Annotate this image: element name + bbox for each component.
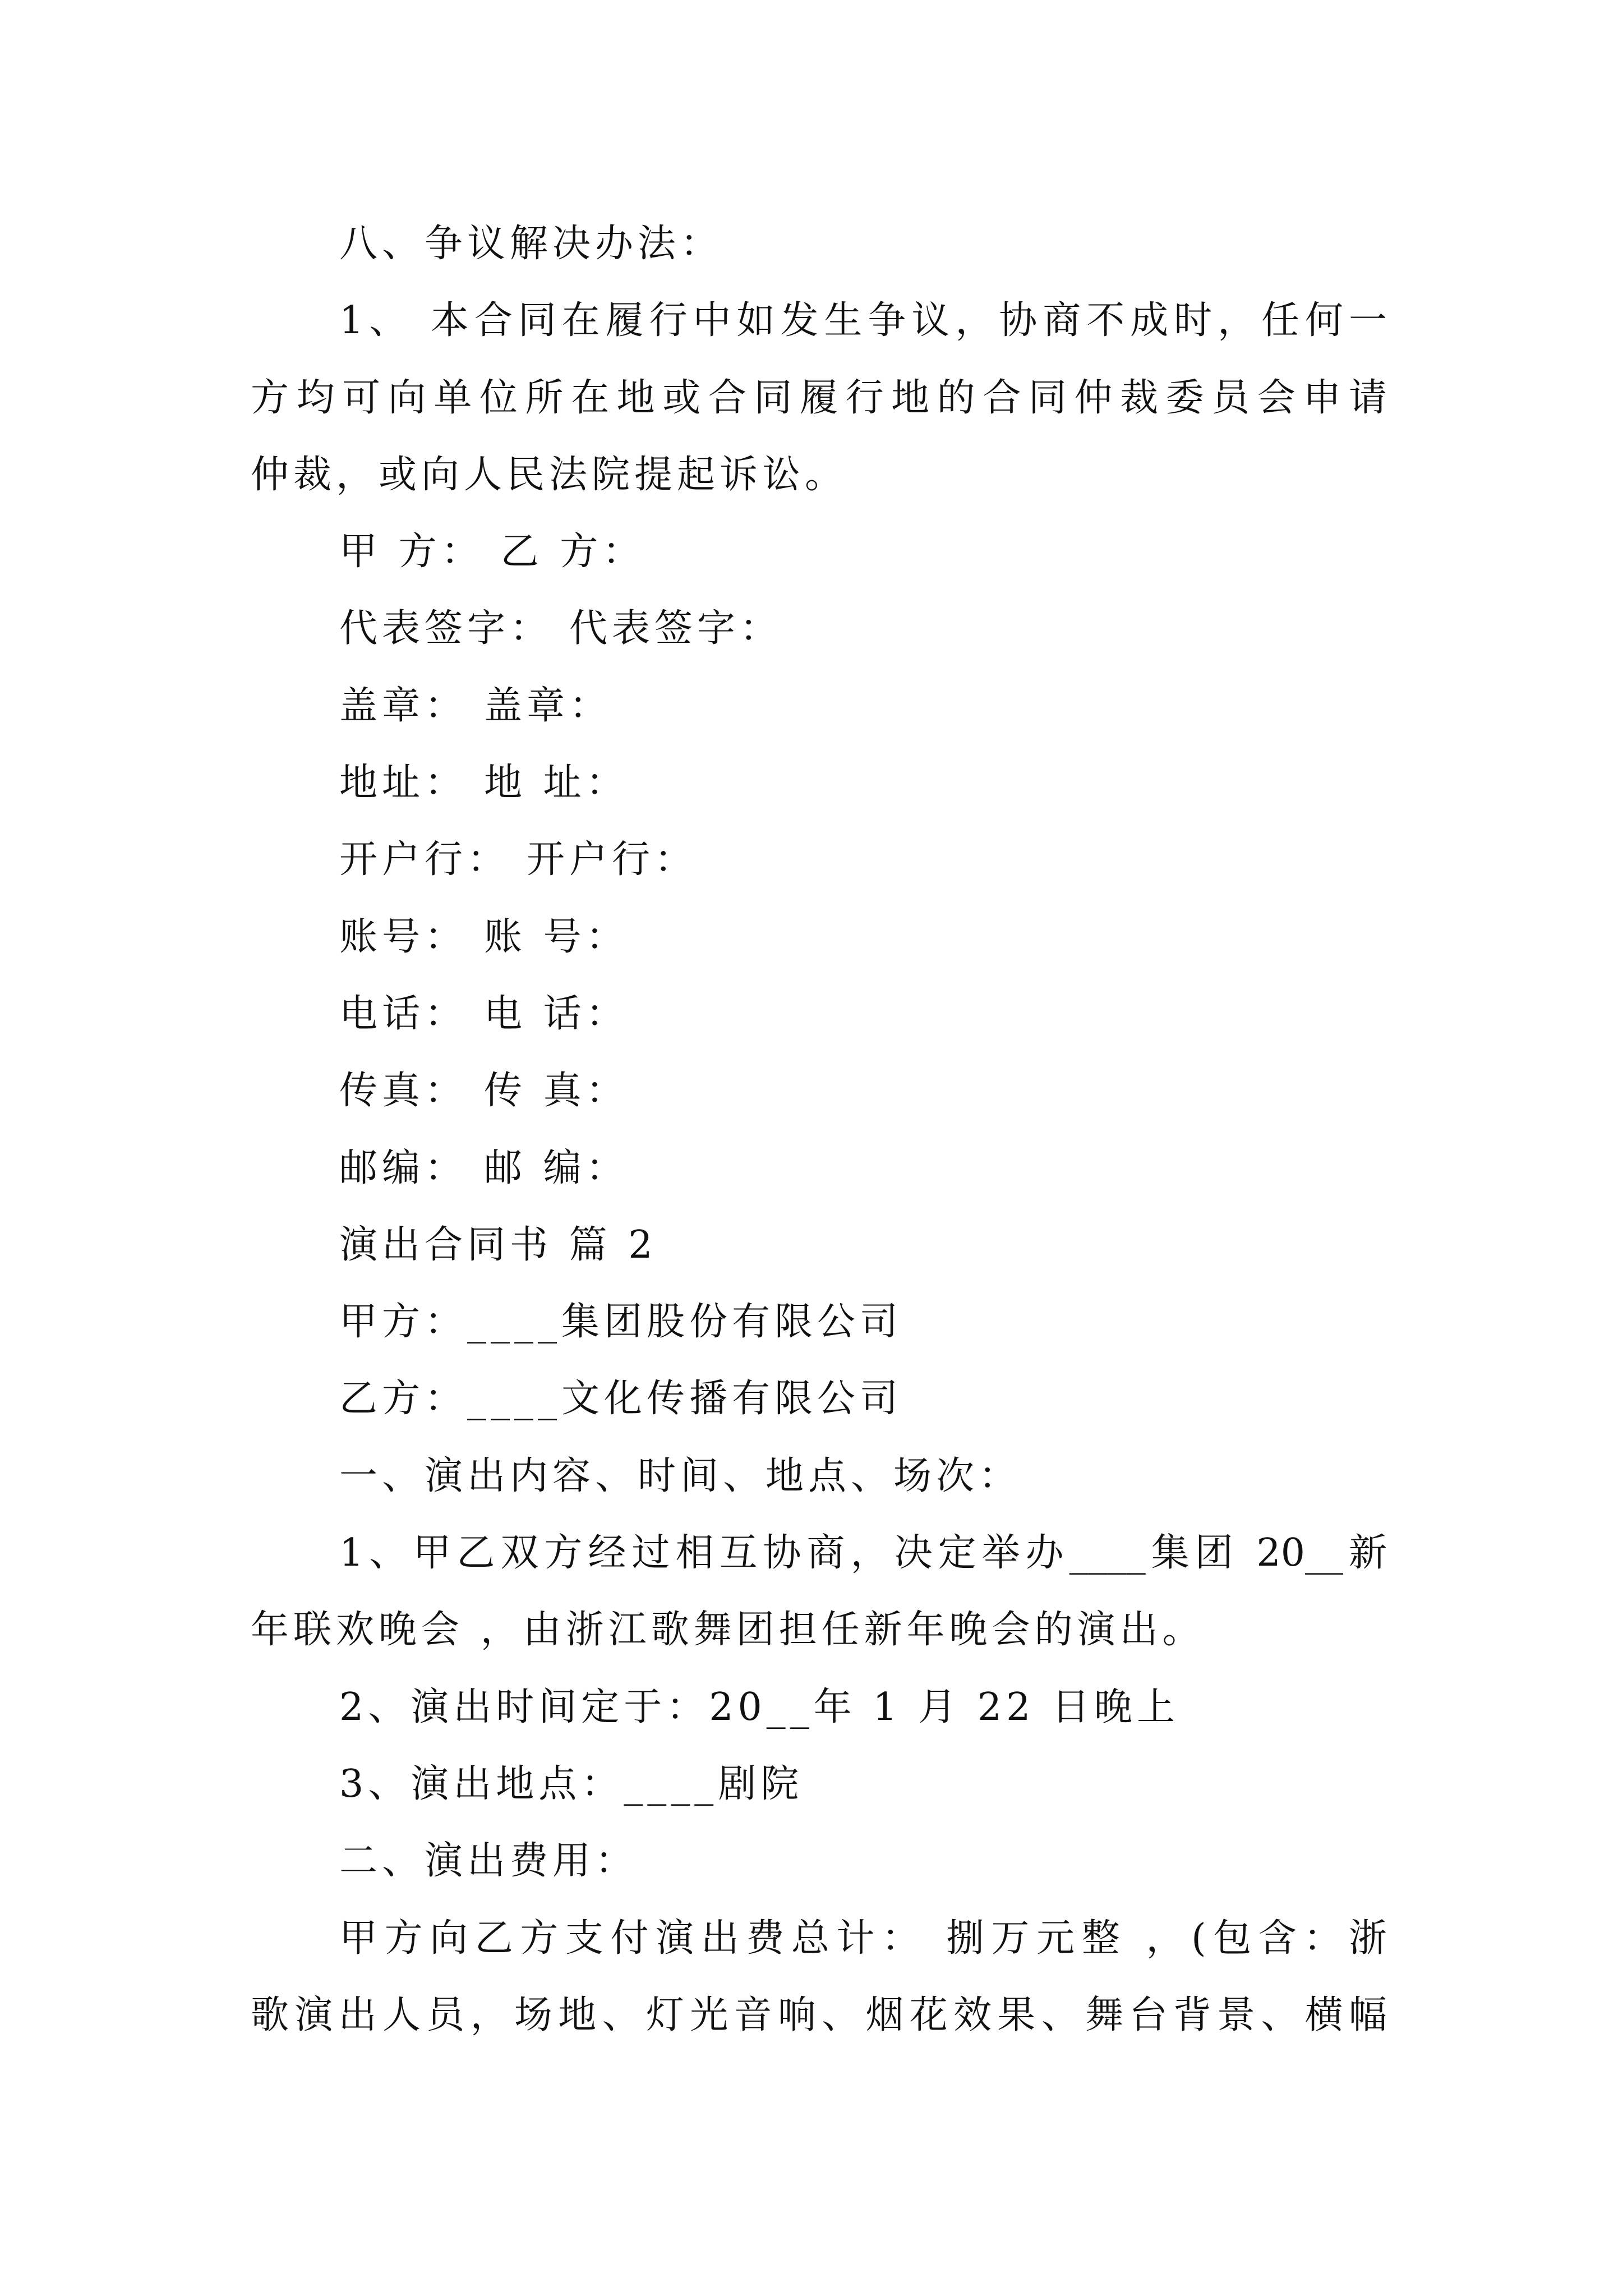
item-line: 2、演出时间定于：20__年 1 月 22 日晚上 xyxy=(339,1685,1180,1729)
party-a-label: 开户行： xyxy=(339,838,510,882)
signature-row-fax xyxy=(251,1052,1387,1129)
signature-row-party xyxy=(251,513,1387,590)
party-b-label: 乙 方： xyxy=(500,530,645,574)
party-b-label: 邮 编： xyxy=(484,1145,629,1190)
party-b-label: 开户行： xyxy=(527,838,698,882)
clause-line: 1、 本合同在履行中如发生争议，协商不成时，任何一 xyxy=(339,298,1387,343)
party-a-label: 账号： xyxy=(339,914,468,959)
party-a-label: 地址： xyxy=(339,761,468,806)
party-a-label: 代表签字： xyxy=(339,606,553,651)
party-a-label: 盖章： xyxy=(339,683,468,728)
paragraph-line: 歌演出人员，场地、灯光音响、烟花效果、舞台背景、横幅 xyxy=(251,1993,1387,2037)
section-heading-performance: 一、演出内容、时间、地点、场次： xyxy=(339,1453,1022,1498)
item-line: 3、演出地点：____剧院 xyxy=(339,1761,804,1806)
section-heading-fees: 二、演出费用： xyxy=(339,1839,638,1884)
party-a-label: 邮编： xyxy=(339,1145,468,1190)
item-line: 1、甲乙双方经过相互协商，决定举办____集团 20__新 xyxy=(339,1531,1387,1576)
section-heading-dispute-resolution: 八、争议解决办法： xyxy=(339,222,723,266)
paragraph-line: 甲方向乙方支付演出费总计： 捌万元整 ，(包含：浙 xyxy=(339,1916,1387,1961)
document-page xyxy=(251,205,1387,2054)
party-b-label: 传 真： xyxy=(484,1069,629,1114)
party-b-label: 盖章： xyxy=(484,683,612,728)
party-b-label: 地 址： xyxy=(484,761,629,806)
signature-row-address xyxy=(251,744,1387,821)
signature-row-representative xyxy=(251,590,1387,667)
signature-row-bank xyxy=(251,821,1387,898)
clause-line: 仲裁，或向人民法院提起诉讼。 xyxy=(251,452,848,497)
party-a-line: 甲方：____集团股份有限公司 xyxy=(339,1300,903,1345)
party-b-label: 电 话： xyxy=(484,991,629,1036)
party-a-label: 甲 方： xyxy=(339,530,484,574)
party-b-label: 代表签字： xyxy=(569,606,783,651)
signature-row-phone xyxy=(251,976,1387,1052)
party-b-line: 乙方：____文化传播有限公司 xyxy=(339,1377,903,1421)
signature-row-seal xyxy=(251,668,1387,744)
party-b-label: 账 号： xyxy=(484,914,629,959)
item-line: 年联欢晚会 ，由浙江歌舞团担任新年晚会的演出。 xyxy=(251,1608,1205,1653)
party-a-label: 传真： xyxy=(339,1069,468,1114)
party-a-label: 电话： xyxy=(339,991,468,1036)
contract-title: 演出合同书 篇 2 xyxy=(339,1222,657,1267)
clause-line: 方均可向单位所在地或合同履行地的合同仲裁委员会申请 xyxy=(251,375,1387,420)
signature-row-account xyxy=(251,899,1387,976)
signature-row-postcode xyxy=(251,1130,1387,1207)
